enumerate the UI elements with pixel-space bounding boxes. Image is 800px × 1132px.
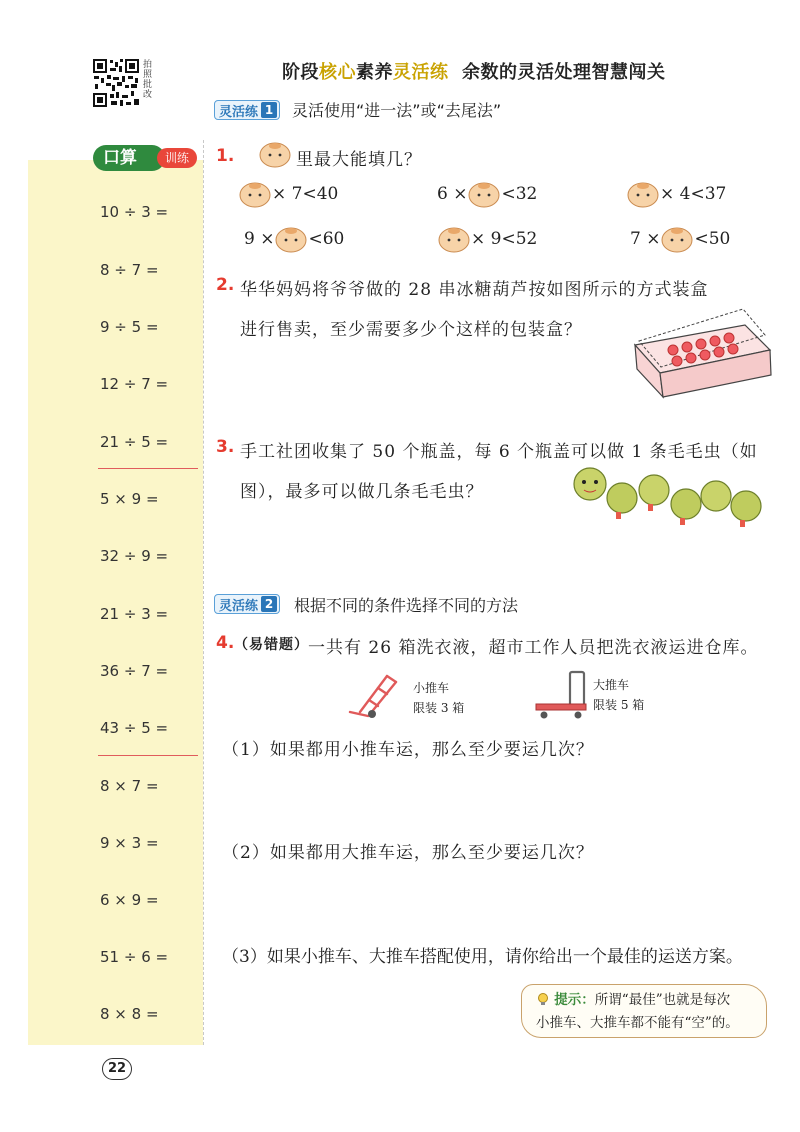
oral-item: 36 ÷ 7 = <box>100 662 169 680</box>
chick-icon <box>258 140 292 168</box>
chick-icon <box>660 225 694 253</box>
section-heading-1: 灵活使用“进一法”或“去尾法” <box>292 101 502 120</box>
small-cart-label: 小推车 限装 3 箱 <box>413 681 465 715</box>
oral-item: 21 ÷ 5 = <box>100 433 169 451</box>
question-number: 3. <box>216 437 235 457</box>
group-separator <box>98 755 198 756</box>
inequality: × 4<37 <box>626 180 726 208</box>
inequality: × 7<40 <box>238 180 338 208</box>
caterpillar-illustration <box>570 462 765 532</box>
oral-practice-panel <box>28 160 203 1045</box>
candy-box-illustration <box>625 305 775 400</box>
question-text: 一共有 26 箱洗衣液，超市工作人员把洗衣液运进仓库。 <box>308 638 759 658</box>
sub-question: （1）如果都用小推车运，那么至少要运几次？ <box>222 740 594 760</box>
oral-item: 10 ÷ 3 = <box>100 203 169 221</box>
column-divider <box>203 140 204 1045</box>
hint-text: 所谓“最佳”也就是每次 <box>594 992 731 1008</box>
oral-item: 9 ÷ 5 = <box>100 318 159 336</box>
question-number: 1. <box>216 146 235 166</box>
oral-item: 21 ÷ 3 = <box>100 605 169 623</box>
oral-item: 6 × 9 = <box>100 891 159 909</box>
oral-item: 8 × 8 = <box>100 1005 159 1023</box>
question-number: 4. <box>216 633 235 653</box>
big-cart-label: 大推车 限装 5 箱 <box>593 678 645 712</box>
chick-icon <box>274 225 308 253</box>
oral-item: 32 ÷ 9 = <box>100 547 169 565</box>
section-tag-1: 灵活练 1 <box>214 100 280 120</box>
oral-item: 5 × 9 = <box>100 490 159 508</box>
qr-code-icon <box>92 58 140 108</box>
oral-item: 43 ÷ 5 = <box>100 719 169 737</box>
inequality: 6 × <32 <box>437 180 537 208</box>
question-text: 图），最多可以做几条毛毛虫？ <box>240 482 484 502</box>
chick-icon <box>437 225 471 253</box>
page-number: 22 <box>102 1058 132 1080</box>
inequality: 9 × <60 <box>244 225 344 253</box>
inequality: 7 × <50 <box>630 225 730 253</box>
question-text: 手工社团收集了 50 个瓶盖，每 6 个瓶盖可以做 1 条毛毛虫（如 <box>240 442 758 462</box>
oral-practice-badge: 口算 训练 <box>93 145 197 171</box>
hint-text: 小推车、大推车都不能有“空”的。 <box>536 1015 739 1031</box>
oral-item: 51 ÷ 6 = <box>100 948 169 966</box>
chick-icon <box>238 180 272 208</box>
oral-item: 8 ÷ 7 = <box>100 261 159 279</box>
chick-icon <box>626 180 660 208</box>
oral-item: 12 ÷ 7 = <box>100 375 169 393</box>
inequality: × 9<52 <box>437 225 537 253</box>
question-text: 里最大能填几？ <box>296 150 422 170</box>
hint-box <box>521 984 767 1038</box>
question-text: 华华妈妈将爷爷做的 28 串冰糖葫芦按如图所示的方式装盒 <box>240 280 709 300</box>
oral-item: 8 × 7 = <box>100 777 159 795</box>
bulb-icon <box>536 992 550 1006</box>
section-tag-2: 灵活练 2 <box>214 594 280 614</box>
platform-cart-icon <box>532 668 590 720</box>
hint-label: 提示： <box>554 992 595 1008</box>
question-text: 进行售卖，至少需要多少个这样的包装盒？ <box>240 320 582 340</box>
question-number: 2. <box>216 275 235 295</box>
oral-item: 9 × 3 = <box>100 834 159 852</box>
question-tag: （易错题） <box>234 637 309 653</box>
sub-question: （2）如果都用大推车运，那么至少要运几次？ <box>222 843 594 863</box>
sub-question: （3）如果小推车、大推车搭配使用，请你给出一个最佳的运送方案。 <box>222 947 743 967</box>
group-separator <box>98 468 198 469</box>
hand-truck-icon <box>342 672 404 720</box>
qr-caption: 拍 照 批 改 <box>143 60 153 100</box>
chick-icon <box>467 180 501 208</box>
section-heading-2: 根据不同的条件选择不同的方法 <box>294 596 519 615</box>
page-title: 阶段核心素养灵活练 余数的灵活处理智慧闯关 <box>282 62 666 83</box>
